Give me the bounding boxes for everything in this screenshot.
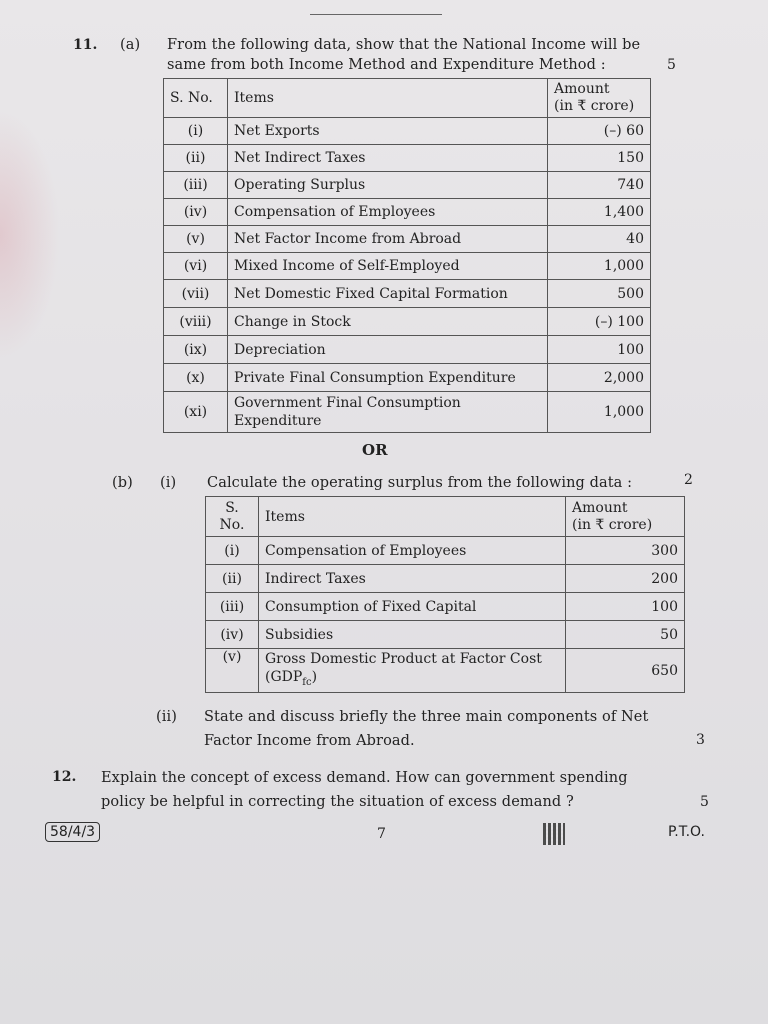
row-item: Net Indirect Taxes bbox=[228, 145, 548, 172]
row-amount: 740 bbox=[548, 172, 651, 199]
question-11-number: 11. bbox=[73, 37, 98, 53]
row-sno: (iii) bbox=[206, 593, 259, 621]
table-row bbox=[206, 649, 685, 693]
table-row bbox=[164, 308, 651, 336]
row-sno: (vii) bbox=[164, 280, 228, 308]
q11b-i-text: Calculate the operating surplus from the following data : bbox=[207, 475, 633, 491]
header-b-items: Items bbox=[259, 497, 566, 537]
header-b-amount bbox=[566, 497, 685, 537]
part-b-label: (b) bbox=[112, 475, 133, 491]
table-row bbox=[206, 621, 685, 649]
row-amount: 100 bbox=[548, 336, 651, 364]
row-sno: (i) bbox=[206, 537, 259, 565]
row-sno: (i) bbox=[164, 118, 228, 145]
table-row bbox=[164, 226, 651, 253]
row-amount: 2,000 bbox=[548, 364, 651, 392]
header-b-amount-line1: Amount bbox=[572, 499, 628, 516]
row-item: Mixed Income of Self-Employed bbox=[228, 253, 548, 280]
part-b-i-label: (i) bbox=[160, 475, 177, 491]
row-item bbox=[259, 649, 566, 693]
row-item: Consumption of Fixed Capital bbox=[259, 593, 566, 621]
row-amount: 40 bbox=[548, 226, 651, 253]
row-item: Net Exports bbox=[228, 118, 548, 145]
q12-line2: policy be helpful in correcting the situation of excess demand ? bbox=[101, 794, 574, 810]
q11a-text-line1: From the following data, show that the National Income will be bbox=[167, 37, 641, 53]
table-header-row bbox=[164, 79, 651, 118]
row-item: Change in Stock bbox=[228, 308, 548, 336]
row-item: Indirect Taxes bbox=[259, 565, 566, 593]
row-sno: (vi) bbox=[164, 253, 228, 280]
header-b-sno-line1: S. bbox=[225, 499, 239, 516]
header-amount-line2: (in ₹ crore) bbox=[554, 98, 635, 114]
table-row bbox=[164, 118, 651, 145]
row-item: Government Final Consumption Expenditure bbox=[228, 392, 548, 433]
top-rule bbox=[310, 14, 442, 15]
q11b-i-marks: 2 bbox=[684, 472, 693, 488]
header-amount bbox=[548, 79, 651, 118]
row-sno: (v) bbox=[164, 226, 228, 253]
row-sno: (iii) bbox=[164, 172, 228, 199]
header-sno: S. No. bbox=[164, 79, 228, 118]
or-label: OR bbox=[362, 441, 388, 459]
row-sno: (ii) bbox=[164, 145, 228, 172]
pto-label: P.T.O. bbox=[668, 824, 705, 840]
row-amount: 200 bbox=[566, 565, 685, 593]
header-amount-line1: Amount bbox=[554, 81, 610, 97]
table-row bbox=[206, 593, 685, 621]
q11a-marks: 5 bbox=[667, 57, 676, 73]
header-items: Items bbox=[228, 79, 548, 118]
table-row bbox=[164, 145, 651, 172]
row-amount: 1,000 bbox=[548, 253, 651, 280]
row-sno: (iv) bbox=[164, 199, 228, 226]
row-sno: (viii) bbox=[164, 308, 228, 336]
row-amount: 150 bbox=[548, 145, 651, 172]
gdp-label: (GDP bbox=[265, 668, 303, 685]
table-row bbox=[164, 336, 651, 364]
row-sno: (iv) bbox=[206, 621, 259, 649]
row-sno: (v) bbox=[206, 649, 259, 693]
q12-marks: 5 bbox=[700, 794, 709, 810]
row-amount: 300 bbox=[566, 537, 685, 565]
gdp-close: ) bbox=[311, 668, 318, 685]
row-amount: 1,400 bbox=[548, 199, 651, 226]
row-item-line1: Gross Domestic Product at Factor Cost bbox=[265, 650, 542, 667]
table-row bbox=[164, 253, 651, 280]
table-row bbox=[164, 364, 651, 392]
row-amount: (–) 60 bbox=[548, 118, 651, 145]
row-sno: (ix) bbox=[164, 336, 228, 364]
income-data-table bbox=[163, 78, 651, 433]
row-amount: 650 bbox=[566, 649, 685, 693]
table-row bbox=[164, 280, 651, 308]
table-row bbox=[206, 565, 685, 593]
operating-surplus-table-body bbox=[206, 537, 685, 693]
row-item: Compensation of Employees bbox=[259, 537, 566, 565]
page-number: 7 bbox=[377, 826, 386, 842]
gdp-subscript: fc bbox=[302, 676, 312, 688]
table-row bbox=[206, 537, 685, 565]
row-item: Compensation of Employees bbox=[228, 199, 548, 226]
row-sno: (xi) bbox=[164, 392, 228, 433]
row-item: Depreciation bbox=[228, 336, 548, 364]
page-stain bbox=[0, 110, 60, 360]
header-b-sno-line2: No. bbox=[219, 516, 245, 533]
row-item: Subsidies bbox=[259, 621, 566, 649]
part-b-ii-label: (ii) bbox=[156, 709, 177, 725]
row-item-line2 bbox=[265, 668, 559, 692]
q11b-ii-line2: Factor Income from Abroad. bbox=[204, 733, 415, 749]
header-b-sno bbox=[206, 497, 259, 537]
row-amount: 500 bbox=[548, 280, 651, 308]
row-amount: 50 bbox=[566, 621, 685, 649]
row-amount: 1,000 bbox=[548, 392, 651, 433]
q11a-text-line2: same from both Income Method and Expenditure Method : bbox=[167, 57, 606, 73]
table-row bbox=[164, 199, 651, 226]
operating-surplus-table bbox=[205, 496, 685, 693]
header-b-amount-line2: (in ₹ crore) bbox=[572, 516, 653, 533]
row-item: Operating Surplus bbox=[228, 172, 548, 199]
q12-line1: Explain the concept of excess demand. How can government spending bbox=[101, 770, 628, 786]
qr-code-icon bbox=[543, 823, 565, 845]
table-row bbox=[164, 172, 651, 199]
table-row bbox=[164, 392, 651, 433]
q11b-ii-marks: 3 bbox=[696, 732, 705, 748]
row-item: Net Factor Income from Abroad bbox=[228, 226, 548, 253]
row-item: Net Domestic Fixed Capital Formation bbox=[228, 280, 548, 308]
part-a-label: (a) bbox=[120, 37, 141, 53]
row-amount: 100 bbox=[566, 593, 685, 621]
row-amount: (–) 100 bbox=[548, 308, 651, 336]
q11b-ii-line1: State and discuss briefly the three main components of Net bbox=[204, 709, 649, 725]
paper-code: 58/4/3 bbox=[45, 822, 100, 842]
table-b-header-row bbox=[206, 497, 685, 537]
row-item: Private Final Consumption Expenditure bbox=[228, 364, 548, 392]
question-12-number: 12. bbox=[52, 769, 77, 785]
row-sno: (ii) bbox=[206, 565, 259, 593]
income-table-body bbox=[164, 118, 651, 433]
row-sno: (x) bbox=[164, 364, 228, 392]
